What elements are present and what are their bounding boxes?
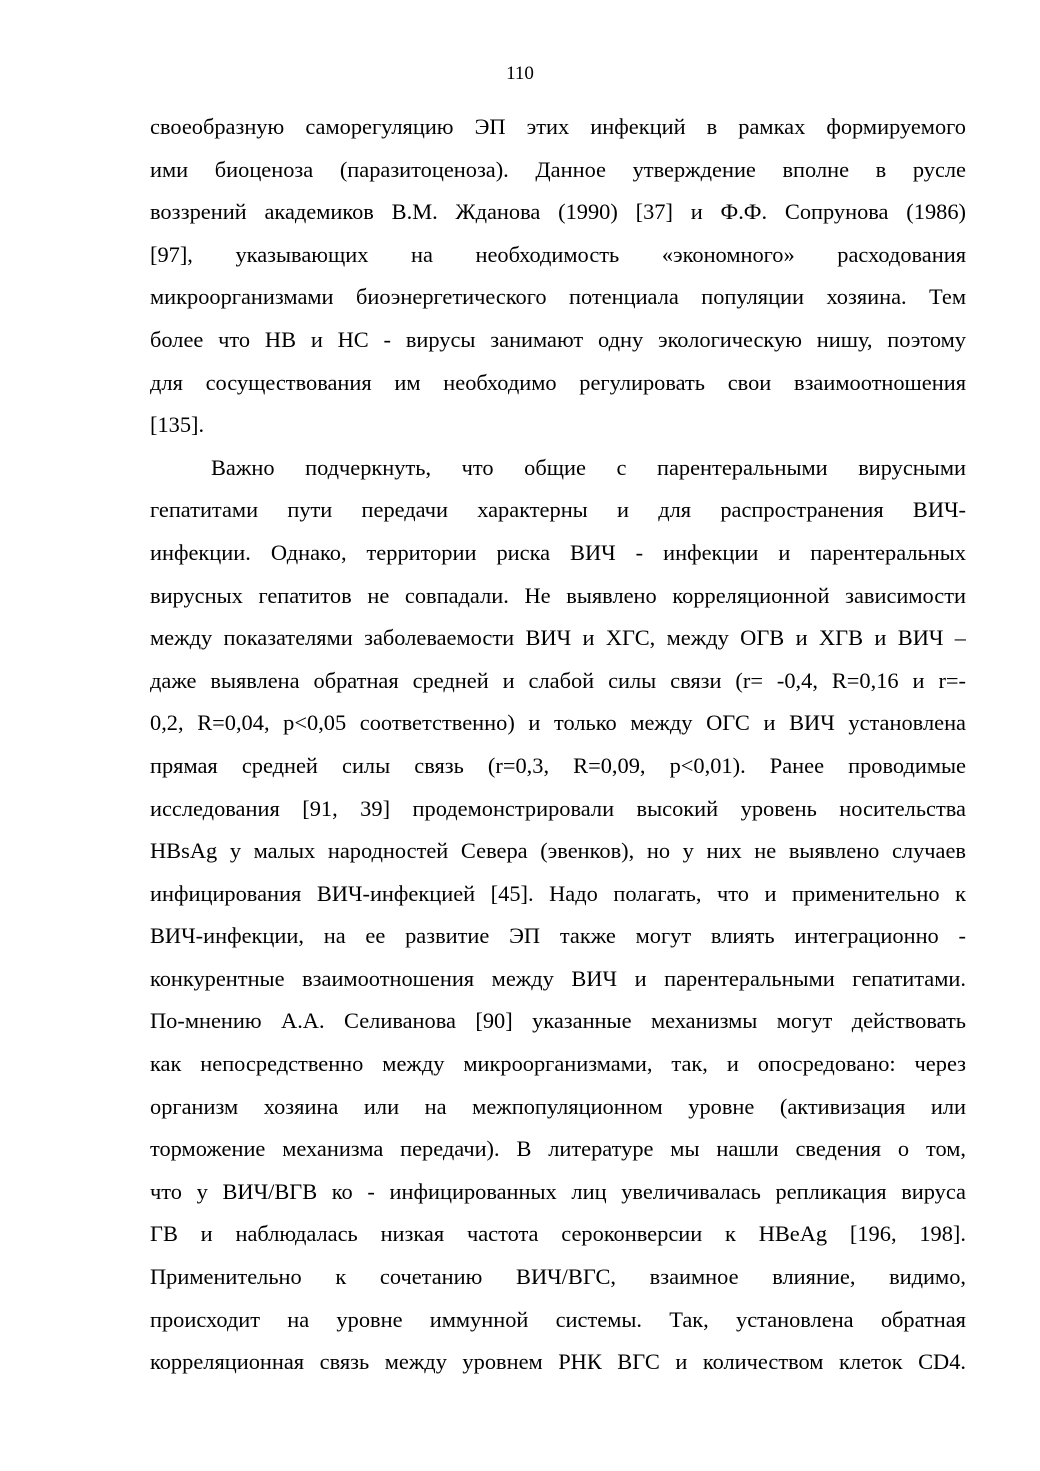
text-line: для сосуществования им необходимо регулировать свои взаимоотношения	[150, 369, 966, 395]
text-line: ими биоценоза (паразитоценоза). Данное утверждение вполне в русле	[150, 156, 966, 182]
page-number: 110	[506, 63, 534, 84]
text-line: инфицирования ВИЧ-инфекцией [45]. Надо полагать, что и применительно к	[150, 880, 966, 906]
text-line: ВИЧ-инфекции, на ее развитие ЭП также могут влиять интеграционно -	[150, 923, 966, 949]
text-line: HBsAg у малых народностей Севера (эвенков), но у них не выявлено случаев	[150, 838, 966, 864]
text-line: инфекции. Однако, территории риска ВИЧ - инфекции и парентеральных	[150, 539, 966, 565]
text-line: корреляционная связь между уровнем РНК ВГС и количеством клеток CD4.	[150, 1349, 966, 1375]
text-line: что у ВИЧ/ВГВ ко - инфицированных лиц увеличивалась репликация вируса	[150, 1178, 966, 1204]
text-line: вирусных гепатитов не совпадали. Не выявлено корреляционной зависимости	[150, 582, 966, 608]
text-line: 0,2, R=0,04, p<0,05 соответственно) и только между ОГС и ВИЧ установлена	[150, 710, 966, 736]
paragraph-1	[150, 106, 966, 447]
text-line: [97], указывающих на необходимость «экономного» расходования	[150, 241, 966, 267]
text-line: даже выявлена обратная средней и слабой силы связи (r= -0,4, R=0,16 и r=-	[150, 667, 966, 693]
text-line: исследования [91, 39] продемонстрировали высокий уровень носительства	[150, 795, 966, 821]
text-line: гепатитами пути передачи характерны и для распространения ВИЧ-	[150, 497, 966, 523]
text-line: Применительно к сочетанию ВИЧ/ВГС, взаимное влияние, видимо,	[150, 1264, 966, 1290]
text-line: более что НВ и НС - вирусы занимают одну экологическую нишу, поэтому	[150, 326, 966, 352]
text-line: Важно подчеркнуть, что общие с парентеральными вирусными	[211, 454, 966, 480]
text-line: воззрений академиков В.М. Жданова (1990) [37] и Ф.Ф. Сопрунова (1986)	[150, 199, 966, 225]
text-line: микроорганизмами биоэнергетического потенциала популяции хозяина. Тем	[150, 284, 966, 310]
text-line: как непосредственно между микроорганизмами, так, и опосредовано: через	[150, 1051, 966, 1077]
text-line: торможение механизма передачи). В литературе мы нашли сведения о том,	[150, 1136, 966, 1162]
text-line: своеобразную саморегуляцию ЭП этих инфекций в рамках формируемого	[150, 114, 966, 139]
text-line: [135].	[150, 412, 205, 438]
document-body	[150, 106, 966, 1384]
text-line: организм хозяина или на межпопуляционном уровне (активизация или	[150, 1093, 966, 1119]
text-line: прямая средней силы связь (r=0,3, R=0,09, p<0,01). Ранее проводимые	[150, 752, 966, 778]
text-line: конкурентные взаимоотношения между ВИЧ и парентеральными гепатитами.	[150, 965, 966, 991]
paragraph-2	[150, 447, 966, 1384]
text-line: ГВ и наблюдалась низкая частота сероконверсии к HBeAg [196, 198].	[150, 1221, 966, 1247]
text-line: происходит на уровне иммунной системы. Так, установлена обратная	[150, 1306, 966, 1332]
text-line: между показателями заболеваемости ВИЧ и ХГС, между ОГВ и ХГВ и ВИЧ –	[150, 625, 966, 651]
text-line: По-мнению А.А. Селиванова [90] указанные механизмы могут действовать	[150, 1008, 966, 1034]
